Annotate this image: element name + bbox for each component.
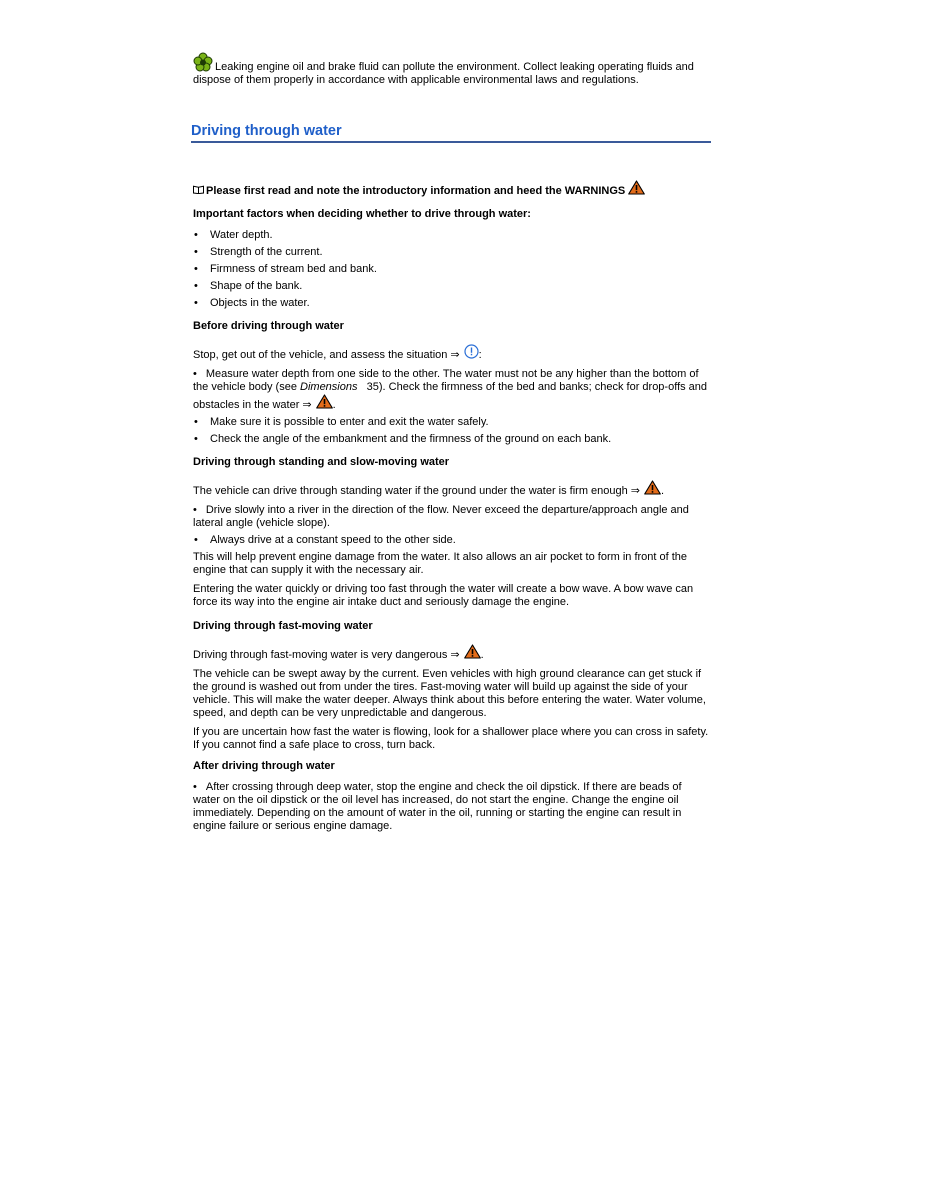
factors-list <box>193 229 711 310</box>
list-item: • Objects in the water. <box>194 297 310 309</box>
factors-heading: Important factors when deciding whether to drive through water: <box>193 208 531 220</box>
intro-line <box>193 180 645 198</box>
book-icon <box>193 185 204 194</box>
list-item: • Water depth. <box>194 229 273 241</box>
list-item: • Check the angle of the embankment and the firmness of the ground on each bank. <box>194 433 612 445</box>
notice-circle-icon <box>464 344 479 359</box>
before-lead: Stop, get out of the vehicle, and assess the situation ⇒ : <box>193 344 711 362</box>
standing-lead: The vehicle can drive through standing water if the ground under the water is firm enough ⇒ . <box>193 480 711 498</box>
factors-block <box>193 208 711 314</box>
environment-note <box>193 52 711 87</box>
warning-triangle-icon <box>464 644 481 659</box>
standing-block <box>193 456 711 609</box>
after-list <box>193 781 711 833</box>
list-item: • Firmness of stream bed and bank. <box>194 263 377 275</box>
before-list <box>193 368 711 446</box>
intro-text: Please first read and note the introductory information and heed the WARNINGS <box>206 185 626 197</box>
flower-environment-icon <box>193 52 213 72</box>
list-item: • Strength of the current. <box>194 246 323 258</box>
before-heading: Before driving through water <box>193 320 344 332</box>
dimensions-reference[interactable]: Dimensions <box>300 381 358 393</box>
list-item: • Always drive at a constant speed to the other side. <box>194 534 456 546</box>
fast-para-1: The vehicle can be swept away by the current. Even vehicles with high ground clearance can get stuck if the ground is washed out from under the tires. Fast-moving water will build up against the side of your vehicle. This will make the water deeper. Always think about this before entering the water. Water volume, speed, and depth can be very unpredictable and dangerous. <box>193 668 706 719</box>
before-block <box>193 320 711 450</box>
list-item: • Drive slowly into a river in the direction of the flow. Never exceed the departure/approach angle and lateral angle (vehicle slope). <box>193 504 689 529</box>
environment-note-text: Leaking engine oil and brake fluid can pollute the environment. Collect leaking operating fluids and dispose of them properly in accordance with applicable environmental laws and regulations. <box>193 61 694 86</box>
fast-heading: Driving through fast-moving water <box>193 620 373 632</box>
warning-triangle-icon <box>628 180 645 195</box>
standing-para-2: Entering the water quickly or driving too fast through the water will create a bow wave. A bow wave can force its way into the engine air intake duct and seriously damage the engine. <box>193 583 694 608</box>
standing-list <box>193 504 711 547</box>
standing-heading: Driving through standing and slow-moving water <box>193 456 450 468</box>
list-item: • After crossing through deep water, stop the engine and check the oil dipstick. If there are beads of water on the oil dipstick or the oil level has increased, do not start the engine. Change the engine oil immediately. Depending on the amount of water in the oil, running or starting the engine can result in engine failure or serious engine damage. <box>193 781 682 832</box>
warning-triangle-icon <box>316 394 333 409</box>
list-item: • Make sure it is possible to enter and exit the water safely. <box>194 416 489 428</box>
list-item: • Shape of the bank. <box>194 280 303 292</box>
warning-triangle-icon <box>644 480 661 495</box>
fast-lead: Driving through fast-moving water is very dangerous ⇒ . <box>193 644 711 662</box>
standing-para-1: This will help prevent engine damage from the water. It also allows an air pocket to form in front of the engine that can supply it with the necessary air. <box>193 551 688 576</box>
after-block <box>193 760 711 837</box>
fast-block <box>193 620 711 752</box>
after-heading: After driving through water <box>193 760 335 772</box>
section-title: Driving through water <box>191 122 711 143</box>
fast-para-2: If you are uncertain how fast the water is flowing, look for a shallower place where you can cross in safety. If you cannot find a safe place to cross, turn back. <box>193 726 709 751</box>
list-item: • Measure water depth from one side to the other. The water must not be any higher than the bottom of the vehicle body (see Dimensions 35). Check the firmness of the bed and banks; check for drop-offs and obstacles in the water ⇒ . <box>193 368 708 411</box>
